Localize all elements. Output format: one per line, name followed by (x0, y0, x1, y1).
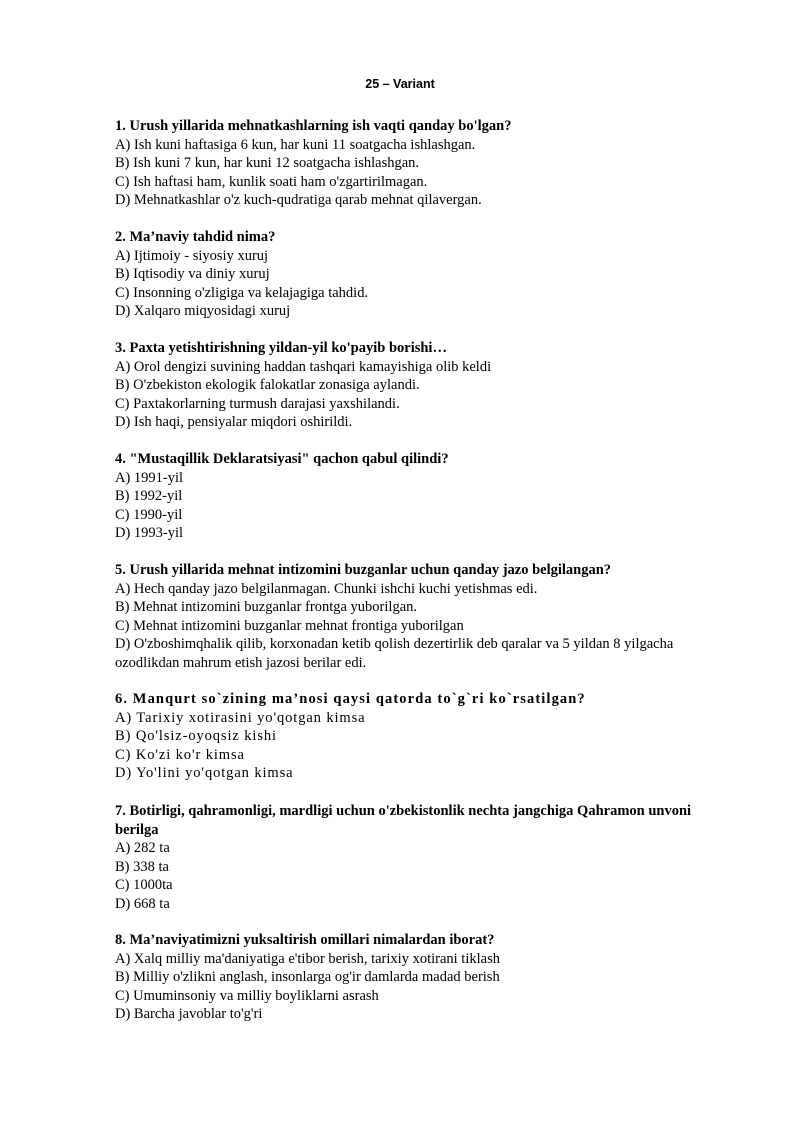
option-a: A) Hech qanday jazo belgilanmagan. Chunki ishchi kuchi yetishmas edi. (115, 580, 538, 597)
option-b: B) Ish kuni 7 kun, har kuni 12 soatgacha ishlashgan. (115, 155, 420, 171)
option-a: A) Xalq milliy ma'daniyatiga e'tibor berish, tarixiy xotirani tiklash (115, 950, 500, 967)
question-6 (115, 690, 715, 783)
option-a: A) Ish kuni haftasiga 6 kun, har kuni 11 soatgacha ishlashgan. (115, 136, 476, 153)
question-text: 1. Urush yillarida mehnatkashlarning ish vaqti qanday bo'lgan? (115, 118, 512, 134)
option-d: D) Mehnatkashlar o'z kuch-qudratiga qarab mehnat qilavergan. (115, 192, 482, 208)
question-text: 4. "Mustaqillik Deklaratsiyasi" qachon qabul qilindi? (115, 451, 449, 467)
question-4 (115, 450, 715, 543)
option-c: C) Umuminsoniy va milliy boyliklarni asrash (115, 987, 379, 1004)
option-b: B) O'zbekiston ekologik falokatlar zonasiga aylandi. (115, 377, 420, 393)
question-text: 3. Paxta yetishtirishning yildan-yil ko'payib borishi… (115, 340, 447, 356)
option-c: C) 1990-yil (115, 506, 183, 523)
question-3 (115, 339, 715, 432)
option-a: A) Tarixiy xotirasini yo'qotgan kimsa (115, 709, 366, 726)
option-c: C) Paxtakorlarning turmush darajasi yaxshilandi. (115, 395, 400, 412)
option-d: D) Barcha javoblar to'g'ri (115, 1006, 263, 1022)
question-8 (115, 931, 715, 1024)
option-c: C) Ish haftasi ham, kunlik soati ham o'zgartirilmagan. (115, 173, 428, 190)
option-a: A) 1991-yil (115, 469, 184, 486)
question-1 (115, 117, 715, 210)
option-b: B) 1992-yil (115, 488, 183, 504)
question-5 (115, 561, 715, 672)
option-b: B) Iqtisodiy va diniy xuruj (115, 266, 270, 282)
question-text: 7. Botirligi, qahramonligi, mardligi uchun o'zbekistonlik nechta jangchiga Qahramon unvoni berilga (115, 803, 692, 838)
question-text: 5. Urush yillarida mehnat intizomini buzganlar uchun qanday jazo belgilangan? (115, 562, 612, 578)
option-b: B) 338 ta (115, 858, 169, 875)
option-c: C) Mehnat intizomini buzganlar mehnat frontiga yuborilgan (115, 617, 464, 634)
option-d: D) Ish haqi, pensiyalar miqdori oshirildi. (115, 414, 353, 430)
option-c: C) Insonning o'zligiga va kelajagiga tahdid. (115, 284, 369, 301)
page-title: 25 – Variant (365, 77, 435, 91)
option-d: D) 668 ta (115, 895, 170, 912)
option-c: C) Ko'zi ko'r kimsa (115, 746, 245, 763)
option-a: A) 282 ta (115, 840, 170, 856)
option-a: A) Ijtimoiy - siyosiy xuruj (115, 247, 269, 264)
option-d: D) Xalqaro miqyosidagi xuruj (115, 303, 291, 319)
question-text: 2. Ma’naviy tahdid nima? (115, 229, 276, 245)
question-text: 8. Ma’naviyatimizni yuksaltirish omillari nimalardan iborat? (115, 932, 495, 948)
question-2 (115, 228, 715, 321)
option-c: C) 1000ta (115, 877, 173, 893)
option-d: D) 1993-yil (115, 525, 184, 541)
option-b: B) Qo'lsiz-oyoqsiz kishi (115, 728, 277, 744)
option-b: B) Mehnat intizomini buzganlar frontga yuborilgan. (115, 599, 418, 615)
option-b: B) Milliy o'zlikni anglash, insonlarga og'ir damlarda madad berish (115, 969, 500, 985)
option-d: D) O'zboshimqhalik qilib, korxonadan ketib qolish dezertirlik deb qaralar va 5 yildan 8 yilgacha ozodlikdan mahrum etish jazosi berilar edi. (115, 636, 674, 671)
question-text: 6. Manqurt so`zining ma’nosi qaysi qatorda to`g`ri ko`rsatilgan? (115, 691, 586, 707)
option-a: A) Orol dengizi suvining haddan tashqari kamayishiga olib keldi (115, 358, 492, 375)
question-7 (115, 802, 715, 913)
option-d: D) Yo'lini yo'qotgan kimsa (115, 765, 294, 781)
